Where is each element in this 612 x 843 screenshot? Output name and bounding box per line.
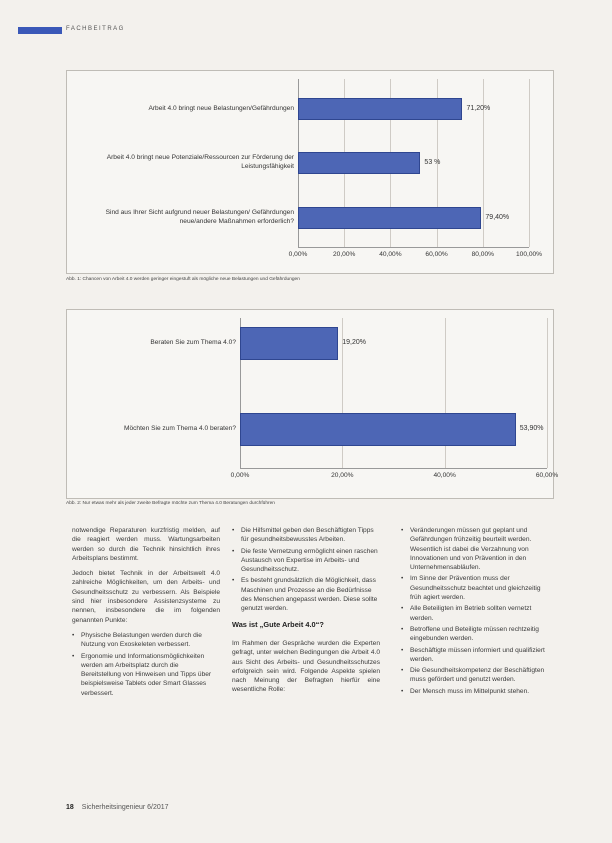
category-label: Beraten Sie zum Thema 4.0? <box>150 339 236 346</box>
text-column-2 <box>232 526 380 701</box>
section-label: FACHBEITRAG <box>66 26 125 32</box>
x-tick-label: 20,00% <box>333 251 356 258</box>
x-axis-line <box>240 468 547 469</box>
data-label: 53,90% <box>519 425 544 432</box>
category-label: Sind aus Ihrer Sicht aufgrund neuer Belastungen/ Gefährdungen neue/andere Maßnahmen erforderlich? <box>105 209 294 225</box>
list-item: • Alle Beteiligten im Betrieb sollten vernetzt werden. <box>401 604 549 623</box>
gridline <box>529 79 530 247</box>
list-item: • Physische Belastungen werden durch die Nutzung von Exoskeleten verbessert. <box>72 631 220 650</box>
list-item: • Betroffene und Beteiligte müssen rechtzeitig eingebunden werden. <box>401 625 549 644</box>
x-tick-label: 20,00% <box>331 472 354 479</box>
list-item: • Die feste Vernetzung ermöglicht einen raschen Austausch von Expertise im Arbeits- und Gesundheitsschutz. <box>232 547 380 575</box>
category-label: Möchten Sie zum Thema 4.0 beraten? <box>123 425 236 432</box>
x-tick-label: 60,00% <box>425 251 448 258</box>
x-axis-line <box>298 247 529 248</box>
bullet-list <box>72 631 220 698</box>
list-item: • Veränderungen müssen gut geplant und Gefährdungen frühzeitig beurteilt werden. Wesentlich ist dabei die Verzahnung von Innovationen und von Prävention in den Unternehmensabläufen. <box>401 526 549 572</box>
x-tick-label: 0,00% <box>288 251 308 258</box>
page-number: 18 <box>66 804 74 811</box>
gridline <box>445 318 446 468</box>
x-tick-label: 0,00% <box>230 472 250 479</box>
figure-1-caption: Abb. 1: Chancen von Arbeit 4.0 werden geringer eingestuft als mögliche neue Belastungen und Gefährdungen <box>66 277 300 282</box>
bar <box>298 207 481 229</box>
list-item: • Die Hilfsmittel geben den Beschäftigten Tipps für gesundheitsbewusstes Arbeiten. <box>232 526 380 545</box>
bullet-list <box>401 526 549 696</box>
data-label: 71,20% <box>466 105 491 112</box>
bar <box>298 152 420 174</box>
bar <box>240 413 516 446</box>
x-tick-label: 40,00% <box>433 472 456 479</box>
section-heading: Was ist „Gute Arbeit 4.0“? <box>232 619 324 629</box>
x-tick-label: 100,00% <box>515 251 543 258</box>
list-item: • Der Mensch muss im Mittelpunkt stehen. <box>401 687 549 696</box>
bullet-list <box>232 526 380 614</box>
text-column-3 <box>401 526 549 698</box>
paragraph: notwendige Reparaturen kurzfristig melden, auf die reagiert werden muss. Wartungsarbeiten werden so durch die Technik hinsichtlich ihres Arbeitsplans bestimmt. <box>72 527 220 562</box>
page-footer <box>66 804 169 811</box>
gridline <box>547 318 548 468</box>
list-item: • Die Gesundheitskompetenz der Beschäftigten muss gefördert und genutzt werden. <box>401 666 549 685</box>
data-label: 79,40% <box>485 214 510 221</box>
list-item: • Es besteht grundsätzlich die Möglichkeit, dass Maschinen und Prozesse an die Bedürfnisse des Menschen angepasst werden. Diese sollte genutzt werden. <box>232 576 380 613</box>
journal-name: Sicherheitsingenieur 6/2017 <box>81 804 169 811</box>
list-item: • Im Sinne der Prävention muss der Gesundheitsschutz beachtet und gleichzeitig früh agiert werden. <box>401 574 549 602</box>
text-column-1 <box>72 526 220 700</box>
paragraph: Jedoch bietet Technik in der Arbeitswelt 4.0 zahlreiche Möglichkeiten, um den Arbeits- und Gesundheitsschutz zu verbessern. Als Beispiele sind hier insbesondere Assistenzsysteme zu nennen, insbesondere die im folgenden genannten Punkte: <box>72 570 220 624</box>
category-label: Arbeit 4.0 bringt neue Potenziale/Ressourcen zur Förderung der Leistungsfähigkeit <box>106 154 294 170</box>
data-label: 19,20% <box>342 339 366 346</box>
x-tick-label: 60,00% <box>535 472 559 479</box>
figure-2-caption: Abb. 2: Nur etwas mehr als jeder zweite Befragte möchte zum Thema 4.0 Beratungen durchführen <box>66 501 275 506</box>
bar <box>298 98 462 120</box>
chart-bar-figure-1 <box>66 70 554 274</box>
section-color-bar <box>18 27 62 34</box>
category-label: Arbeit 4.0 bringt neue Belastungen/Gefährdungen <box>148 105 294 112</box>
bar <box>240 327 338 360</box>
x-tick-label: 80,00% <box>471 251 494 258</box>
paragraph: Im Rahmen der Gespräche wurden die Experten gefragt, unter welchen Bedingungen die Arbeit 4.0 aus Sicht des Arbeits- und Gesundheitsschutzes erfolgreich sein wird. Folgende Aspekte spielen nach Meinung der Befragten hierfür eine wesentliche Rolle: <box>232 639 380 694</box>
chart-bar-figure-2 <box>66 309 559 499</box>
x-tick-label: 40,00% <box>379 251 402 258</box>
data-label: 53 % <box>424 159 441 166</box>
list-item: • Beschäftigte müssen informiert und qualifiziert werden. <box>401 646 549 665</box>
list-item: • Ergonomie und Informationsmöglichkeiten werden am Arbeitsplatz durch die Bereitstellung von Hinweisen und Tipps über beispielsweise Tablets oder Smart Glasses verbessert. <box>72 652 220 698</box>
